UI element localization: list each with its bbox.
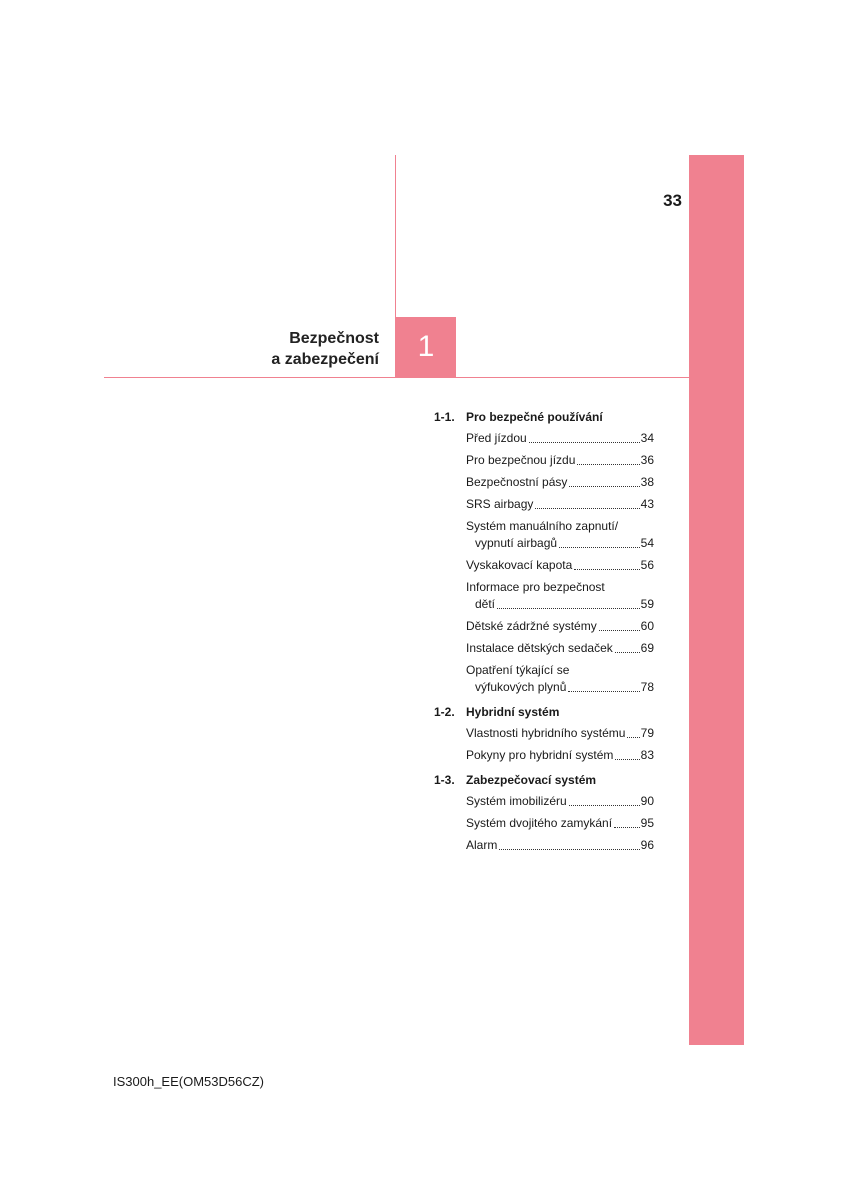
entry-label: Vlastnosti hybridního systému [466,725,626,740]
entry-page: 43 [640,496,654,511]
chapter-title [271,328,379,370]
entry-label: Pro bezpečnou jízdu [466,452,576,467]
entry-page: 69 [640,640,654,655]
leader-dots [574,569,639,570]
toc-entry[interactable] [466,744,654,766]
entry-page: 78 [640,679,654,694]
entry-label: Systém dvojitého zamykání [466,815,613,830]
entry-page: 90 [640,793,654,808]
entry-page: 54 [640,535,654,550]
leader-dots [499,849,639,850]
section-number: 1-1. [434,410,455,424]
entry-label: Instalace dětských sedaček [466,640,613,655]
leader-dots [577,464,639,465]
toc-section-heading [434,770,654,790]
entry-page: 95 [640,815,654,830]
toc-entry[interactable] [466,515,654,554]
entry-page: 38 [640,474,654,489]
entry-label-continued: dětí [475,596,496,611]
entry-page: 79 [640,725,654,740]
toc-entry[interactable] [466,659,654,698]
toc-section-heading [434,407,654,427]
toc-entry[interactable] [466,449,654,471]
section-number: 1-3. [434,773,455,787]
entry-page: 96 [640,837,654,852]
section-title: Hybridní systém [466,705,560,719]
toc-entry[interactable] [466,790,654,812]
chapter-title-line1: Bezpečnost [289,330,379,347]
page-number: 33 [663,191,682,210]
entry-label: Vyskakovací kapota [466,557,573,572]
entry-page: 83 [640,747,654,762]
toc-entry[interactable] [466,576,654,615]
entry-label: SRS airbagy [466,496,534,511]
leader-dots [497,608,640,609]
toc-entry[interactable] [466,812,654,834]
leader-dots [614,827,640,828]
horizontal-rule [104,377,689,378]
entry-label: Bezpečnostní pásy [466,474,568,489]
section-title: Zabezpečovací systém [466,773,597,787]
toc-entry[interactable] [466,427,654,449]
entry-page: 60 [640,618,654,633]
toc-entry[interactable] [466,615,654,637]
leader-dots [569,486,639,487]
leader-dots [599,630,640,631]
toc-entry[interactable] [466,834,654,856]
leader-dots [627,737,639,738]
chapter-side-tab [689,155,744,1045]
leader-dots [529,442,640,443]
entry-label: Informace pro bezpečnost [466,579,605,594]
entry-label: Pokyny pro hybridní systém [466,747,614,762]
toc-entry[interactable] [466,493,654,515]
entry-label-continued: vypnutí airbagů [475,535,558,550]
footer-model-code: IS300h_EE(OM53D56CZ) [113,1074,265,1089]
leader-dots [615,759,639,760]
entry-label: Dětské zádržné systémy [466,618,597,633]
chapter-title-line2: a zabezpečení [271,351,379,368]
leader-dots [568,691,639,692]
entry-label: Opatření týkající se [466,662,570,677]
entry-page: 59 [640,596,654,611]
toc-section-heading [434,702,654,722]
entry-label: Systém manuálního zapnutí/ [466,518,619,533]
entry-label-continued: výfukových plynů [475,679,567,694]
entry-page: 36 [640,452,654,467]
table-of-contents [434,405,654,856]
entry-page: 56 [640,557,654,572]
entry-label: Alarm [466,837,498,852]
toc-entry[interactable] [466,471,654,493]
section-number: 1-2. [434,705,455,719]
leader-dots [559,547,640,548]
leader-dots [615,652,640,653]
toc-entry[interactable] [466,722,654,744]
entry-label: Před jízdou [466,430,527,445]
toc-entry[interactable] [466,554,654,576]
entry-label: Systém imobilizéru [466,793,567,808]
entry-page: 34 [640,430,654,445]
toc-entry[interactable] [466,637,654,659]
chapter-number-box: 1 [396,317,456,377]
leader-dots [569,805,640,806]
leader-dots [535,508,639,509]
section-title: Pro bezpečné používání [466,410,603,424]
